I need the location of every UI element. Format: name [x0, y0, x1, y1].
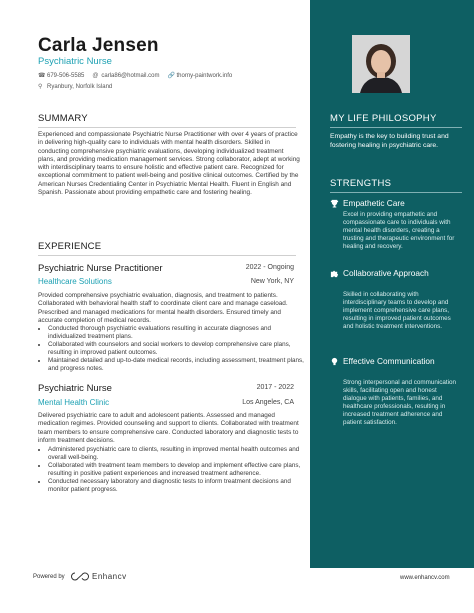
website-contact[interactable]: [168, 71, 233, 82]
job-bullet: • Collaborated with counselors and social workers to develop comprehensive care plans, resulting in improved patient outcomes.: [48, 341, 310, 357]
job-company: Mental Health Clinic: [38, 398, 110, 407]
portrait-image: [352, 35, 410, 93]
location-pin-icon: ⚲: [38, 84, 43, 90]
profile-photo: [352, 35, 410, 93]
strength-description: Skilled in collaborating with interdisciplinary teams to develop and implement comprehensive care plans, resulting in improved patient outcomes and holistic treatment interventions.: [343, 291, 451, 331]
job-location: Los Angeles, CA: [242, 399, 294, 406]
location-contact: [38, 82, 112, 93]
strength-description: Excel in providing empathetic and compassionate care to individuals with mental health disorders, creating a trusting and therapeutic environment for healing and recovery.: [343, 211, 455, 251]
summary-divider: [38, 127, 296, 128]
summary-heading: SUMMARY: [38, 113, 88, 124]
email-text: carla86@hotmail.com: [101, 73, 160, 79]
location-text: Ryanbury, Norfolk Island: [47, 84, 113, 90]
job-location: New York, NY: [250, 278, 294, 285]
website-text: thorny-paintwork.info: [176, 73, 233, 79]
job-bullet: • Administered psychiatric care to clients, resulting in improved mental health outcomes and overall well-being.: [48, 446, 310, 462]
experience-heading: EXPERIENCE: [38, 241, 102, 252]
contact-info: [38, 71, 298, 93]
job-bullet: • Collaborated with treatment team members to develop and implement effective care plans, resulting in positive patient experiences and increased treatment adherence.: [48, 462, 310, 478]
job-dates: 2022 - Ongoing: [245, 264, 294, 271]
philosophy-heading: MY LIFE PHILOSOPHY: [330, 113, 437, 124]
strengths-heading: STRENGTHS: [330, 178, 392, 189]
job-description: Delivered psychiatric care to adult and adolescent patients. Assessed and managed medication regimes. Provided counseling and support to clients. Collaborated with treatment team members to ensure comprehensive care. Conducted laboratory and diagnostic tests to inform treatment decisions.: [38, 412, 299, 444]
phone-contact[interactable]: [38, 71, 84, 82]
strengths-divider: [330, 192, 462, 193]
job-bullets: [38, 446, 310, 495]
puzzle-icon: [330, 269, 340, 279]
strength-title: Empathetic Care: [343, 198, 405, 208]
enhancv-logo-icon: [71, 572, 89, 581]
job-title: Psychiatric Nurse Practitioner: [38, 263, 163, 274]
job-description: Provided comprehensive psychiatric evaluation, diagnosis, and treatment to patients. Collaborated with behavioral health staff to coordinate client care and manage caseload. Prescribed and managed medications for mental health disorders. Ensured timely and accurate completion of medical records.: [38, 292, 288, 324]
lightbulb-icon: [330, 357, 340, 367]
job-title: Psychiatric Nurse: [38, 383, 112, 394]
brand-name[interactable]: Enhancv: [92, 572, 127, 581]
job-dates: 2017 - 2022: [256, 384, 294, 391]
job-company: Healthcare Solutions: [38, 277, 112, 286]
email-contact[interactable]: [92, 71, 159, 82]
strength-description: Strong interpersonal and communication skills, facilitating open and honest dialogue with patients, families, and healthcare professionals, resulting in increased treatment adherence and patient satisfaction.: [343, 379, 457, 427]
philosophy-text: Empathy is the key to building trust and fostering healing in psychiatric care.: [330, 133, 449, 149]
job-bullet: • Conducted necessary laboratory and diagnostic tests to inform treatment decisions and monitor patient progress.: [48, 478, 310, 494]
candidate-name: Carla Jensen: [38, 35, 159, 56]
summary-text: Experienced and compassionate Psychiatric Nurse Practitioner with over 4 years of practice in delivering high-quality care to individuals with mental health disorders. Skilled in conducting comprehensive psychiatric evaluations, developing individualized treatment plans, and providing medication management services. Strong collaborator, adept at working with interdisciplinary teams to ensure holistic and effective patient care. Recognized for exceptional commitment to patient well-being and positive clinical outcomes. Certified by the American Nurses Credentialing Center in Psychiatric Mental Health. Fluent in English and Spanish. Passionate about providing empathetic care and fostering healing.: [38, 131, 300, 197]
job-bullet: • Conducted thorough psychiatric evaluations resulting in accurate diagnoses and individualized treatment plans.: [48, 325, 310, 341]
link-icon: 🔗: [167, 73, 175, 79]
phone-text: 679-506-5585: [47, 73, 85, 79]
job-bullets: [38, 325, 310, 374]
experience-divider: [38, 255, 296, 256]
footer-website[interactable]: www.enhancv.com: [400, 575, 450, 581]
trophy-icon: [330, 199, 340, 209]
strength-title: Collaborative Approach: [343, 268, 429, 278]
job-bullet: • Maintained detailed and up-to-date medical records, including assessment, treatment plans, and progress notes.: [48, 357, 310, 373]
phone-icon: ☎: [38, 73, 46, 79]
strength-title: Effective Communication: [343, 356, 435, 366]
philosophy-divider: [330, 127, 462, 128]
at-icon: @: [92, 73, 99, 79]
candidate-role: Psychiatric Nurse: [38, 56, 112, 67]
powered-by-label: Powered by: [33, 574, 65, 580]
